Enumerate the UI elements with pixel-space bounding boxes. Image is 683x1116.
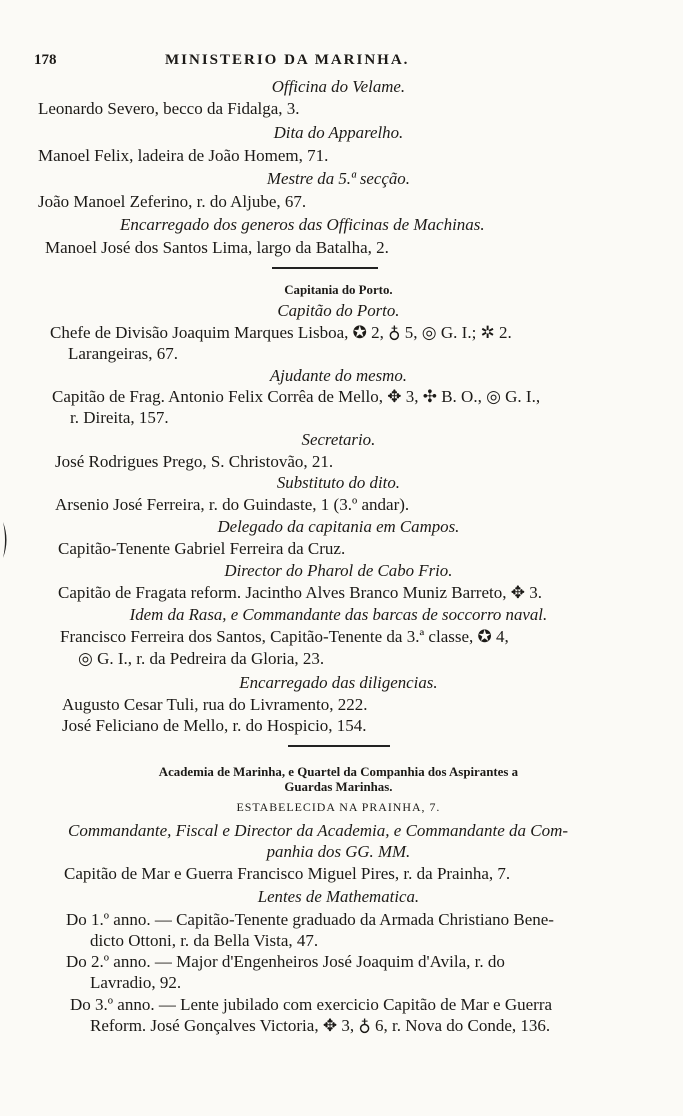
subheading-substituto: Substituto do dito.	[276, 473, 400, 492]
entry-line: Arsenio José Ferreira, r. do Guindaste, 1 (3.º andar).	[55, 495, 410, 514]
entry-line: Manoel Felix, ladeira de João Homem, 71.	[38, 146, 329, 165]
entry-line: Leonardo Severo, becco da Fidalga, 3.	[38, 99, 300, 118]
subheading-encarregado-generos: Encarregado dos generos das Officinas de Machinas.	[120, 215, 485, 234]
entry-line: Augusto Cesar Tuli, rua do Livramento, 222.	[62, 695, 368, 714]
subheading-dita-apparelho: Dita do Apparelho.	[273, 123, 404, 142]
section-heading-capitania: Capitania do Porto.	[284, 282, 393, 297]
entry-line-continuation: Larangeiras, 67.	[68, 344, 178, 363]
subheading-diligencias: Encarregado das diligencias.	[239, 673, 438, 692]
subheading-ajudante: Ajudante do mesmo.	[269, 366, 407, 385]
entry-line: Chefe de Divisão Joaquim Marques Lisboa, ✪ 2, ♁ 5, ◎ G. I.; ✲ 2.	[50, 323, 512, 342]
subheading-commandante: Commandante, Fiscal e Director da Academia, e Commandante da Com-	[68, 821, 569, 840]
binding-shadow-mark	[0, 520, 12, 560]
entry-line: Capitão de Frag. Antonio Felix Corrêa de Mello, ✥ 3, ✣ B. O., ◎ G. I.,	[52, 387, 541, 406]
subheading-secretario: Secretario.	[301, 430, 376, 449]
subheading-lentes: Lentes de Mathematica.	[257, 887, 420, 906]
entry-line: Capitão de Fragata reform. Jacintho Alves Branco Muniz Barreto, ✥ 3.	[58, 583, 542, 602]
subheading-officina-velame: Officina do Velame.	[271, 77, 406, 96]
entry-line: Capitão-Tenente Gabriel Ferreira da Cruz.	[58, 539, 346, 558]
subheading-delegado: Delegado da capitania em Campos.	[217, 517, 460, 536]
subheading-idem-rasa: Idem da Rasa, e Commandante das barcas de soccorro naval.	[129, 605, 548, 624]
section-divider	[272, 267, 378, 269]
entry-line-continuation: r. Direita, 157.	[70, 408, 169, 427]
entry-line: Capitão de Mar e Guerra Francisco Miguel Pires, r. da Prainha, 7.	[64, 864, 511, 883]
entry-line: José Rodrigues Prego, S. Christovão, 21.	[55, 452, 334, 471]
entry-line: Francisco Ferreira dos Santos, Capitão-Tenente da 3.ª classe, ✪ 4,	[60, 627, 509, 646]
entry-line-continuation: Lavradio, 92.	[90, 973, 182, 992]
subheading-director-pharol: Director do Pharol de Cabo Frio.	[224, 561, 453, 580]
entry-line: Do 1.º anno. — Capitão-Tenente graduado da Armada Christiano Bene-	[66, 910, 554, 929]
section-divider	[288, 745, 390, 747]
subheading-commandante-cont: panhia dos GG. MM.	[266, 842, 411, 861]
running-title: MINISTERIO DA MARINHA.	[165, 52, 410, 68]
entry-line-continuation: Reform. José Gonçalves Victoria, ✥ 3, ♁ 6, r. Nova do Conde, 136.	[90, 1016, 551, 1035]
established-line: ESTABELECIDA NA PRAINHA, 7.	[236, 800, 441, 814]
entry-line: José Feliciano de Mello, r. do Hospicio, 154.	[62, 716, 367, 735]
entry-line: Manoel José dos Santos Lima, largo da Batalha, 2.	[45, 238, 389, 257]
entry-line-continuation: ◎ G. I., r. da Pedreira da Gloria, 23.	[78, 649, 325, 668]
page-number: 178	[34, 52, 57, 68]
entry-line: Do 2.º anno. — Major d'Engenheiros José Joaquim d'Avila, r. do	[66, 952, 505, 971]
entry-line-continuation: dicto Ottoni, r. da Bella Vista, 47.	[90, 931, 319, 950]
subheading-capitao-porto: Capitão do Porto.	[277, 301, 400, 320]
section-heading-academia: Academia de Marinha, e Quartel da Companhia dos Aspirantes a	[158, 764, 519, 779]
section-heading-academia-cont: Guardas Marinhas.	[284, 779, 393, 794]
subheading-mestre: Mestre da 5.ª secção.	[266, 169, 410, 188]
entry-line: Do 3.º anno. — Lente jubilado com exercicio Capitão de Mar e Guerra	[70, 995, 553, 1014]
entry-line: João Manoel Zeferino, r. do Aljube, 67.	[38, 192, 307, 211]
